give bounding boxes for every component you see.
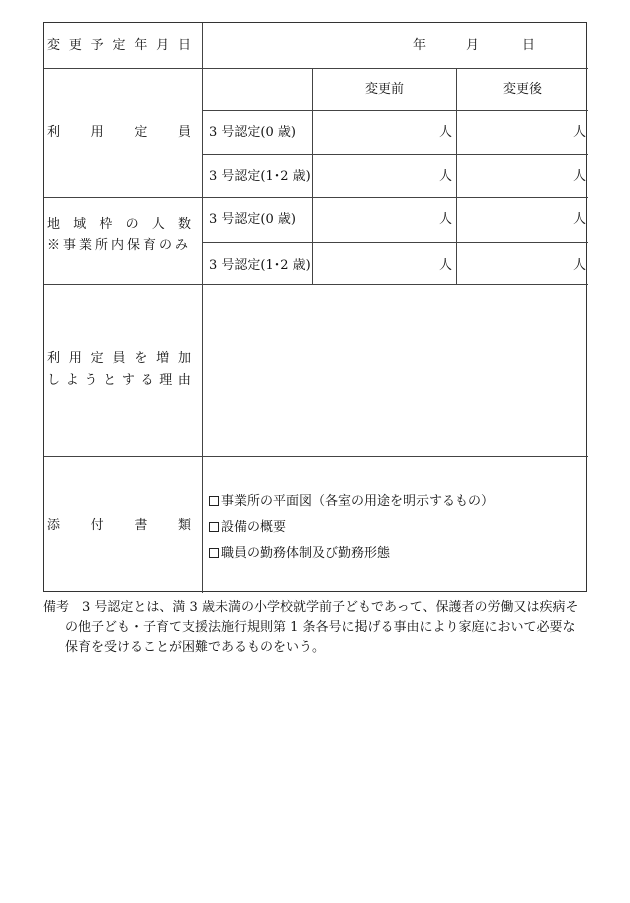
regional-category-0: 3 号認定(0 歳) bbox=[209, 212, 296, 227]
checkbox[interactable] bbox=[209, 496, 219, 506]
row-divider bbox=[44, 284, 588, 285]
attachment-item-staff-system[interactable]: 職員の勤務体制及び勤務形態 bbox=[209, 547, 390, 560]
checkbox[interactable] bbox=[209, 548, 219, 558]
regional-label-line2: ※事業所内保育のみ bbox=[47, 238, 192, 253]
capacity-after-0[interactable]: 人 bbox=[572, 125, 586, 140]
change-notification-form bbox=[43, 22, 587, 592]
column-divider bbox=[312, 68, 313, 284]
checkbox[interactable] bbox=[209, 522, 219, 532]
change-date-day[interactable]: 日 bbox=[522, 38, 536, 53]
row-divider bbox=[202, 242, 588, 243]
change-date-label: 変 更 予 定 年 月 日 bbox=[47, 38, 191, 53]
header-before: 変更前 bbox=[364, 82, 404, 97]
column-divider bbox=[202, 23, 203, 593]
regional-before-0[interactable]: 人 bbox=[438, 212, 452, 227]
change-date-year[interactable]: 年 bbox=[413, 38, 427, 53]
attachment-item-equipment[interactable]: 設備の概要 bbox=[209, 521, 286, 534]
regional-after-1[interactable]: 人 bbox=[572, 258, 586, 273]
reason-input-area[interactable] bbox=[204, 286, 587, 455]
reason-label-line1: 利 用 定 員 を 増 加 bbox=[47, 351, 191, 366]
attachment-item-floor-plan[interactable]: 事業所の平面図（各室の用途を明示するもの） bbox=[209, 495, 494, 508]
remarks-line-2: の他子ども・子育て支援法施行規則第 1 条各号に掲げる事由により家庭において必要な bbox=[65, 620, 576, 635]
capacity-before-0[interactable]: 人 bbox=[438, 125, 452, 140]
capacity-before-1[interactable]: 人 bbox=[438, 169, 452, 184]
remarks-line-1: 備考 3 号認定とは、満 3 歳未満の小学校就学前子どもであって、保護者の労働又は疾病そ bbox=[43, 600, 579, 615]
attachments-label: 添 付 書 類 bbox=[47, 518, 191, 533]
row-divider bbox=[44, 68, 588, 69]
regional-after-0[interactable]: 人 bbox=[572, 212, 586, 227]
row-divider bbox=[44, 197, 588, 198]
row-divider bbox=[44, 456, 588, 457]
regional-category-1: 3 号認定(1･2 歳) bbox=[209, 258, 311, 273]
regional-label-line1: 地 域 枠 の 人 数 bbox=[47, 217, 191, 232]
remarks-note bbox=[43, 598, 589, 658]
remarks-line-3: 保育を受けることが困難であるものをいう。 bbox=[65, 640, 326, 655]
header-after: 変更後 bbox=[502, 82, 542, 97]
column-divider bbox=[456, 68, 457, 284]
capacity-label: 利 用 定 員 bbox=[47, 125, 191, 140]
regional-before-1[interactable]: 人 bbox=[438, 258, 452, 273]
reason-label-line2: し よ う と す る 理 由 bbox=[47, 373, 191, 388]
row-divider bbox=[202, 154, 588, 155]
capacity-category-0: 3 号認定(0 歳) bbox=[209, 125, 296, 140]
row-divider bbox=[202, 110, 588, 111]
change-date-month[interactable]: 月 bbox=[466, 38, 480, 53]
capacity-after-1[interactable]: 人 bbox=[572, 169, 586, 184]
capacity-category-1: 3 号認定(1･2 歳) bbox=[209, 169, 311, 184]
